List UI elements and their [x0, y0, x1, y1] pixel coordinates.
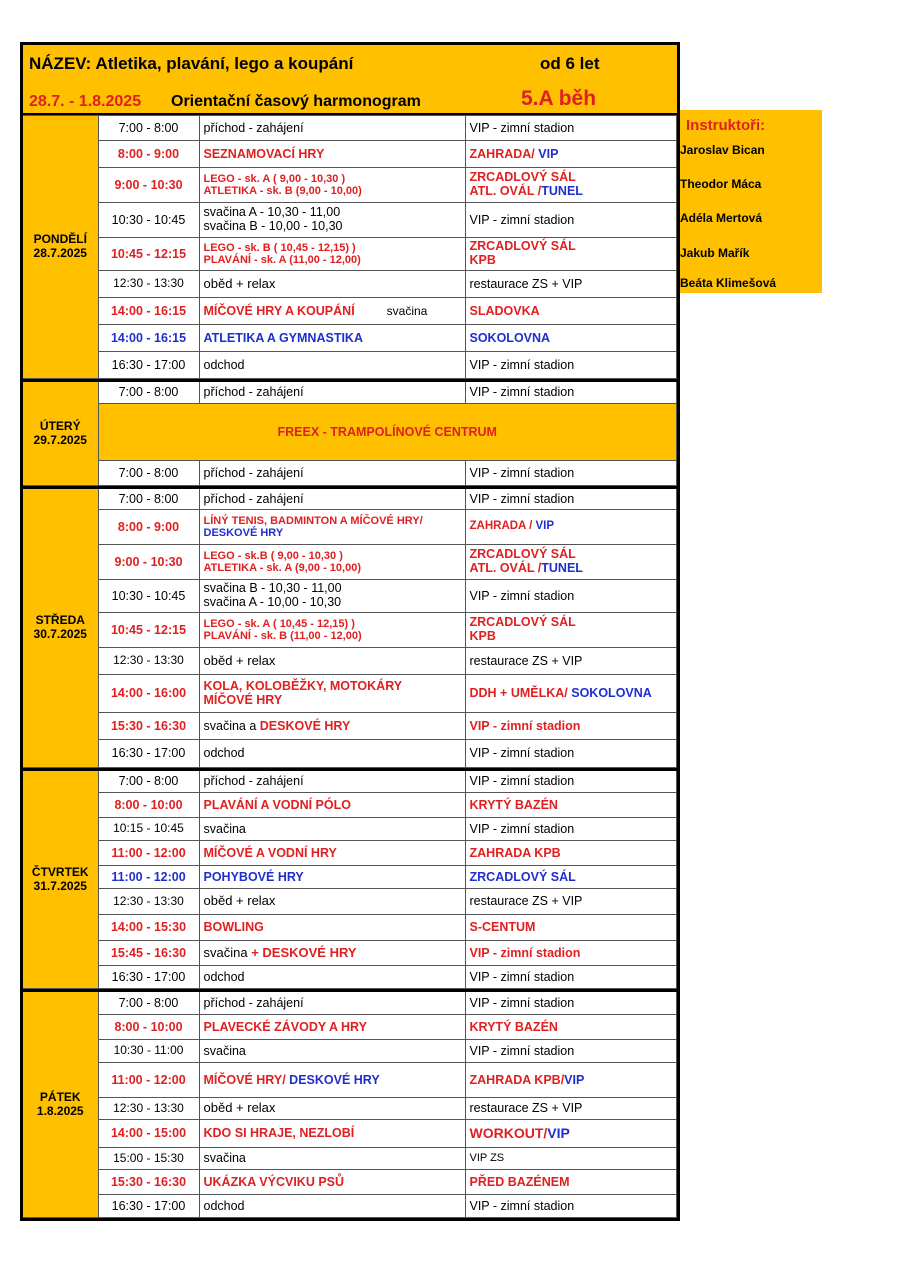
- table-row: [23, 675, 677, 713]
- activity-line: LEGO - sk. A ( 10,45 - 12,15) ): [203, 617, 355, 630]
- place-cell: SLADOVKA: [465, 298, 677, 325]
- place-cell: [465, 1063, 677, 1098]
- activity-line: KOLA, KOLOBĚŽKY, MOTOKÁRY: [203, 678, 403, 693]
- time-cell: 14:00 - 16:00: [98, 675, 199, 713]
- table-row: [23, 461, 677, 486]
- place-part: ZAHRADA KPB/: [469, 1072, 565, 1087]
- day-cell: [23, 381, 98, 486]
- time-cell: 8:00 - 9:00: [98, 141, 199, 168]
- time-cell: 14:00 - 15:00: [98, 1120, 199, 1148]
- place-cell: VIP - zimní stadion: [465, 1040, 677, 1063]
- place-part: VIP: [535, 520, 555, 533]
- activity-line: DESKOVÉ HRY: [203, 527, 284, 539]
- place-part: VIP: [534, 146, 559, 161]
- time-cell: 10:15 - 10:45: [98, 818, 199, 841]
- day-date: 30.7.2025: [33, 627, 87, 641]
- table-row: [23, 770, 677, 793]
- instructors-title: Instruktoři:: [686, 117, 766, 134]
- activity-cell: POHYBOVÉ HRY: [199, 866, 465, 889]
- activity-cell: oběd + relax: [199, 889, 465, 915]
- instructor-name: Theodor Máca: [680, 177, 762, 191]
- place-part: ATL. OVÁL /: [469, 184, 542, 198]
- activity-line: ATLETIKA - sk. B (9,00 - 10,00): [203, 185, 362, 197]
- time-cell: 10:45 - 12:15: [98, 613, 199, 648]
- table-row: [23, 915, 677, 941]
- day-cell: [23, 991, 98, 1218]
- place-part: ATL. OVÁL /: [469, 561, 542, 575]
- time-cell: 10:30 - 10:45: [98, 580, 199, 613]
- place-line: ZRCADLOVÝ SÁL: [469, 615, 576, 630]
- place-cell: ZRCADLOVÝ SÁL: [465, 866, 677, 889]
- table-row: [23, 941, 677, 966]
- time-cell: 10:30 - 10:45: [98, 203, 199, 238]
- table-row: [23, 404, 677, 461]
- activity-cell: příchod - zahájení: [199, 770, 465, 793]
- place-cell: [465, 510, 677, 545]
- schedule-subtitle: Orientační časový harmonogram: [171, 93, 421, 110]
- table-row: [23, 889, 677, 915]
- instructor-name: Jaroslav Bican: [680, 143, 765, 157]
- time-cell: 16:30 - 17:00: [98, 966, 199, 989]
- place-cell: SOKOLOVNA: [465, 325, 677, 352]
- activity-line: PLAVÁNÍ - sk. A (11,00 - 12,00): [203, 254, 361, 266]
- place-cell: [465, 675, 677, 713]
- place-cell: S-CENTUM: [465, 915, 677, 941]
- place-cell: VIP - zimní stadion: [465, 580, 677, 613]
- time-cell: 9:00 - 10:30: [98, 168, 199, 203]
- place-line: KPB: [469, 253, 496, 267]
- time-cell: 14:00 - 15:30: [98, 915, 199, 941]
- schedule-sheet: [20, 42, 680, 1221]
- activity-cell: odchod: [199, 1195, 465, 1218]
- day-table-monday: [23, 115, 677, 379]
- day-table-tuesday: [23, 379, 677, 486]
- instructor-name: Beáta Klimešová: [680, 276, 777, 290]
- time-cell: 14:00 - 16:15: [98, 325, 199, 352]
- time-cell: 12:30 - 13:30: [98, 1098, 199, 1120]
- table-row: [23, 298, 677, 325]
- event-band: FREEX - TRAMPOLÍNOVÉ CENTRUM: [98, 404, 677, 461]
- activity-cell: [199, 713, 465, 740]
- instructors-box: [680, 110, 822, 293]
- table-row: [23, 580, 677, 613]
- time-cell: 8:00 - 10:00: [98, 1015, 199, 1040]
- table-row: [23, 1098, 677, 1120]
- course-dates: 28.7. - 1.8.2025: [29, 93, 142, 110]
- place-cell: PŘED BAZÉNEM: [465, 1170, 677, 1195]
- table-row: [23, 866, 677, 889]
- activity-cell: KDO SI HRAJE, NEZLOBÍ: [199, 1120, 465, 1148]
- activity-part: MÍČOVÉ HRY/: [203, 1072, 286, 1087]
- place-line: KPB: [469, 629, 496, 643]
- table-row: [23, 545, 677, 580]
- time-cell: 11:00 - 12:00: [98, 1063, 199, 1098]
- activity-cell: UKÁZKA VÝCVIKU PSŮ: [199, 1170, 465, 1195]
- table-row: [23, 966, 677, 989]
- place-part: VIP: [547, 1125, 570, 1142]
- time-cell: 11:00 - 12:00: [98, 841, 199, 866]
- day-table-wednesday: [23, 486, 677, 768]
- table-row: [23, 116, 677, 141]
- activity-cell: BOWLING: [199, 915, 465, 941]
- activity-cell: svačina: [199, 818, 465, 841]
- time-cell: 15:45 - 16:30: [98, 941, 199, 966]
- table-row: [23, 238, 677, 271]
- place-part: SOKOLOVNA: [571, 686, 652, 701]
- place-cell: restaurace ZS + VIP: [465, 1098, 677, 1120]
- place-part: TUNEL: [541, 184, 583, 198]
- table-row: [23, 841, 677, 866]
- time-cell: 12:30 - 13:30: [98, 889, 199, 915]
- schedule-header: [23, 45, 677, 115]
- place-cell: [465, 545, 677, 580]
- place-cell: [465, 1120, 677, 1148]
- time-cell: 7:00 - 8:00: [98, 116, 199, 141]
- activity-cell: příchod - zahájení: [199, 116, 465, 141]
- activity-cell: [199, 613, 465, 648]
- table-row: [23, 325, 677, 352]
- table-row: [23, 1063, 677, 1098]
- place-part: WORKOUT/: [469, 1125, 548, 1142]
- time-cell: 10:45 - 12:15: [98, 238, 199, 271]
- place-line: ZRCADLOVÝ SÁL: [469, 170, 576, 185]
- activity-cell: oběd + relax: [199, 1098, 465, 1120]
- place-cell: VIP - zimní stadion: [465, 461, 677, 486]
- activity-line: svačina A - 10,00 - 10,30: [203, 595, 342, 609]
- day-cell: [23, 488, 98, 768]
- place-part: TUNEL: [541, 561, 583, 575]
- activity-cell: PLAVÁNÍ A VODNÍ PÓLO: [199, 793, 465, 818]
- activity-cell: [199, 238, 465, 271]
- day-name: PÁTEK: [39, 1089, 81, 1104]
- day-name: STŘEDA: [35, 613, 85, 628]
- activity-cell: [199, 675, 465, 713]
- place-cell: VIP - zimní stadion: [465, 740, 677, 768]
- activity-cell: [199, 298, 465, 325]
- activity-cell: PLAVECKÉ ZÁVODY A HRY: [199, 1015, 465, 1040]
- time-cell: 15:30 - 16:30: [98, 1170, 199, 1195]
- activity-cell: [199, 1063, 465, 1098]
- time-cell: 15:30 - 16:30: [98, 713, 199, 740]
- time-cell: 7:00 - 8:00: [98, 991, 199, 1015]
- activity-cell: odchod: [199, 966, 465, 989]
- table-row: [23, 381, 677, 404]
- activity-cell: [199, 941, 465, 966]
- activity-part: + DESKOVÉ HRY: [251, 944, 357, 960]
- table-row: [23, 203, 677, 238]
- activity-cell: příchod - zahájení: [199, 991, 465, 1015]
- activity-cell: [199, 580, 465, 613]
- place-cell: VIP - zimní stadion: [465, 1195, 677, 1218]
- place-cell: VIP - zimní stadion: [465, 381, 677, 404]
- table-row: [23, 713, 677, 740]
- activity-line: MÍČOVÉ HRY: [203, 692, 283, 707]
- place-line: ZRCADLOVÝ SÁL: [469, 239, 576, 254]
- table-row: [23, 613, 677, 648]
- table-row: [23, 141, 677, 168]
- activity-cell: [199, 545, 465, 580]
- table-row: [23, 271, 677, 298]
- day-name: ÚTERÝ: [39, 418, 81, 433]
- place-cell: VIP - zimní stadion: [465, 116, 677, 141]
- run-label: 5.A běh: [521, 87, 597, 110]
- place-cell: VIP - zimní stadion: [465, 713, 677, 740]
- activity-line: LÍNÝ TENIS, BADMINTON A MÍČOVÉ HRY/: [203, 514, 423, 527]
- time-cell: 14:00 - 16:15: [98, 298, 199, 325]
- activity-extra: svačina: [386, 303, 428, 318]
- time-cell: 8:00 - 9:00: [98, 510, 199, 545]
- place-cell: KRYTÝ BAZÉN: [465, 1015, 677, 1040]
- time-cell: 10:30 - 11:00: [98, 1040, 199, 1063]
- activity-cell: příchod - zahájení: [199, 461, 465, 486]
- activity-line: ATLETIKA - sk. A (9,00 - 10,00): [203, 562, 362, 574]
- activity-part: DESKOVÉ HRY: [259, 718, 351, 733]
- activity-line: svačina B - 10,30 - 11,00: [203, 581, 342, 596]
- place-part: VIP: [564, 1072, 585, 1087]
- place-cell: ZAHRADA KPB: [465, 841, 677, 866]
- day-name: ČTVRTEK: [31, 864, 89, 879]
- time-cell: 15:00 - 15:30: [98, 1148, 199, 1170]
- activity-part: svačina: [203, 944, 252, 960]
- table-row: [23, 648, 677, 675]
- activity-cell: oběd + relax: [199, 648, 465, 675]
- place-cell: [465, 168, 677, 203]
- day-table-friday: [23, 989, 677, 1218]
- day-date: 28.7.2025: [33, 246, 87, 260]
- time-cell: 16:30 - 17:00: [98, 352, 199, 379]
- table-row: [23, 1195, 677, 1218]
- time-cell: 7:00 - 8:00: [98, 461, 199, 486]
- activity-cell: MÍČOVÉ A VODNÍ HRY: [199, 841, 465, 866]
- place-cell: VIP - zimní stadion: [465, 203, 677, 238]
- time-cell: 7:00 - 8:00: [98, 488, 199, 510]
- place-part: DDH + UMĚLKA/: [469, 686, 572, 701]
- time-cell: 7:00 - 8:00: [98, 770, 199, 793]
- table-row: [23, 793, 677, 818]
- day-cell: [23, 770, 98, 989]
- activity-cell: oběd + relax: [199, 271, 465, 298]
- table-row: [23, 1015, 677, 1040]
- place-cell: restaurace ZS + VIP: [465, 648, 677, 675]
- time-cell: 11:00 - 12:00: [98, 866, 199, 889]
- course-name: NÁZEV: Atletika, plavání, lego a koupání: [29, 54, 354, 73]
- activity-cell: příchod - zahájení: [199, 381, 465, 404]
- place-cell: VIP - zimní stadion: [465, 770, 677, 793]
- place-cell: VIP - zimní stadion: [465, 966, 677, 989]
- place-cell: restaurace ZS + VIP: [465, 271, 677, 298]
- activity-cell: odchod: [199, 352, 465, 379]
- table-row: [23, 352, 677, 379]
- place-cell: VIP ZS: [465, 1148, 677, 1170]
- activity-cell: příchod - zahájení: [199, 488, 465, 510]
- day-name: PONDĚLÍ: [33, 232, 87, 247]
- time-cell: 7:00 - 8:00: [98, 381, 199, 404]
- activity-cell: [199, 203, 465, 238]
- activity-cell: [199, 168, 465, 203]
- instructor-name: Jakub Mařík: [680, 246, 750, 260]
- time-cell: 12:30 - 13:30: [98, 648, 199, 675]
- day-date: 31.7.2025: [33, 878, 87, 893]
- place-cell: KRYTÝ BAZÉN: [465, 793, 677, 818]
- activity-line: PLAVÁNÍ - sk. B (11,00 - 12,00): [203, 630, 362, 642]
- activity-cell: svačina: [199, 1148, 465, 1170]
- day-date: 1.8.2025: [36, 1103, 84, 1118]
- activity-cell: svačina: [199, 1040, 465, 1063]
- table-row: [23, 1120, 677, 1148]
- table-row: [23, 488, 677, 510]
- activity-cell: ATLETIKA A GYMNASTIKA: [199, 325, 465, 352]
- time-cell: 8:00 - 10:00: [98, 793, 199, 818]
- activity-cell: [199, 510, 465, 545]
- place-cell: [465, 613, 677, 648]
- table-row: [23, 818, 677, 841]
- place-part: ZAHRADA /: [469, 520, 536, 533]
- place-part: ZAHRADA/: [469, 146, 535, 161]
- table-row: [23, 510, 677, 545]
- time-cell: 12:30 - 13:30: [98, 271, 199, 298]
- age-label: od 6 let: [540, 54, 600, 73]
- place-cell: [465, 238, 677, 271]
- place-cell: VIP - zimní stadion: [465, 352, 677, 379]
- place-cell: VIP - zimní stadion: [465, 488, 677, 510]
- time-cell: 9:00 - 10:30: [98, 545, 199, 580]
- table-row: [23, 1148, 677, 1170]
- time-cell: 16:30 - 17:00: [98, 740, 199, 768]
- table-row: [23, 740, 677, 768]
- table-row: [23, 168, 677, 203]
- activity-part: svačina a: [203, 718, 260, 733]
- place-cell: VIP - zimní stadion: [465, 818, 677, 841]
- activity-line: LEGO - sk.B ( 9,00 - 10,30 ): [203, 549, 343, 562]
- activity-cell: odchod: [199, 740, 465, 768]
- day-date: 29.7.2025: [33, 432, 87, 447]
- table-row: [23, 1040, 677, 1063]
- place-cell: restaurace ZS + VIP: [465, 889, 677, 915]
- activity-line: LEGO - sk. B ( 10,45 - 12,15) ): [203, 241, 356, 254]
- activity-line: svačina B - 10,00 - 10,30: [203, 219, 343, 233]
- place-cell: VIP - zimní stadion: [465, 941, 677, 966]
- place-line: ZRCADLOVÝ SÁL: [469, 547, 576, 562]
- table-row: [23, 1170, 677, 1195]
- activity-line: svačina A - 10,30 - 11,00: [203, 205, 341, 220]
- table-row: [23, 991, 677, 1015]
- place-cell: VIP - zimní stadion: [465, 991, 677, 1015]
- time-cell: 16:30 - 17:00: [98, 1195, 199, 1218]
- activity-part: DESKOVÉ HRY: [285, 1072, 380, 1087]
- day-table-thursday: [23, 768, 677, 989]
- day-cell: [23, 116, 98, 379]
- activity-cell: SEZNAMOVACÍ HRY: [199, 141, 465, 168]
- instructor-name: Adéla Mertová: [680, 211, 763, 225]
- activity-text: MÍČOVÉ HRY A KOUPÁNÍ: [203, 303, 355, 318]
- place-cell: [465, 141, 677, 168]
- activity-line: LEGO - sk. A ( 9,00 - 10,30 ): [203, 172, 346, 185]
